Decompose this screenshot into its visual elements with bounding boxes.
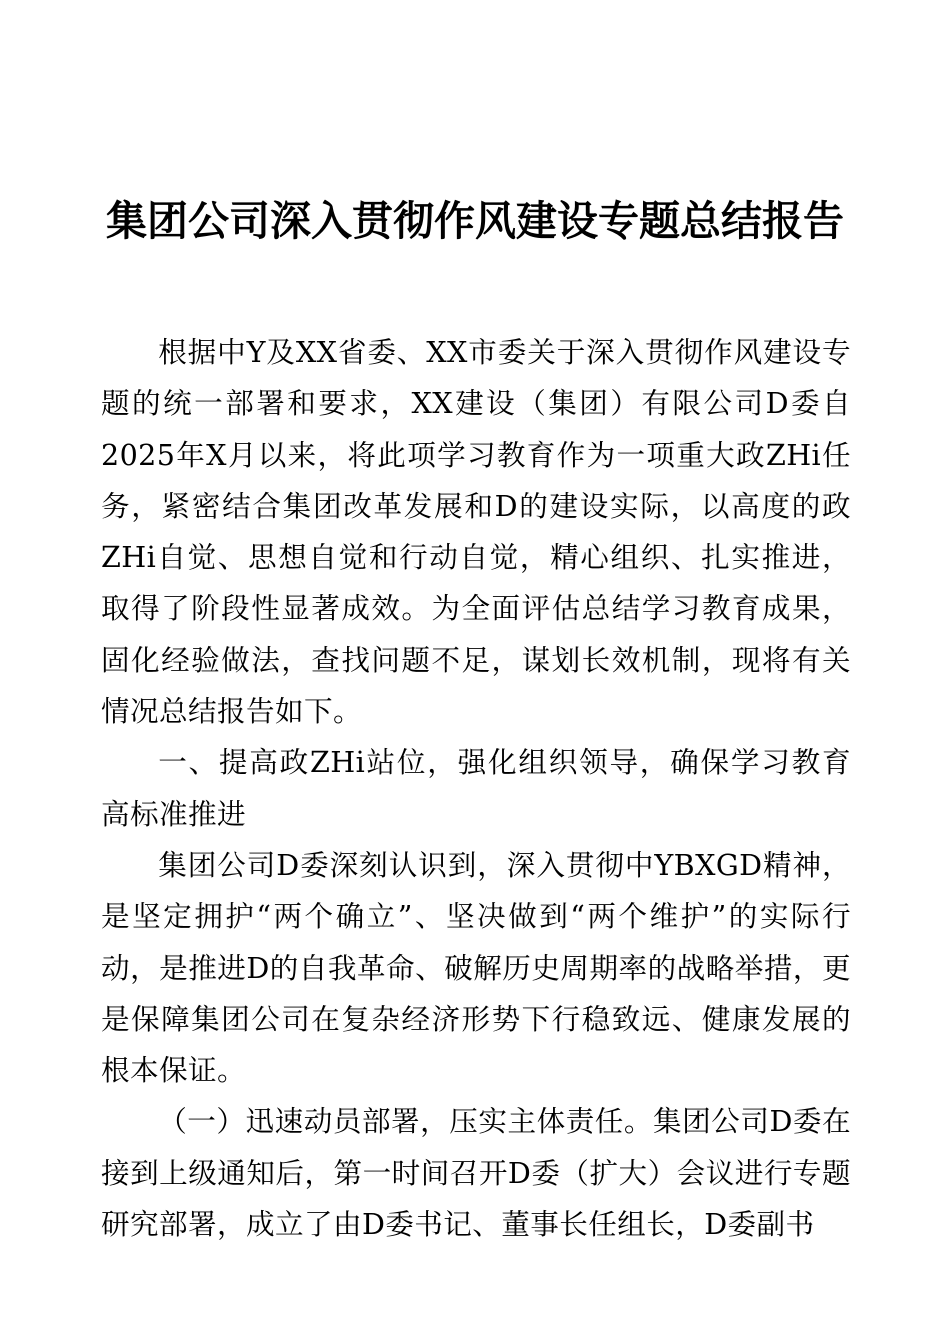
document-body (101, 327, 851, 1250)
section-heading-1: 一、提高政ZHi站位，强化组织领导，确保学习教育高标准推进 (101, 745, 851, 831)
paragraph-intro: 根据中Y及XX省委、XX市委关于深入贯彻作风建设专题的统一部署和要求，XX建设（集团）有限公司D委自2025年X月以来，将此项学习教育作为一项重大政ZHi任务，紧密结合集团改革发展和D的建设实际，以高度的政ZHi自觉、思想自觉和行动自觉，精心组织、扎实推进，取得了阶段性显著成效。为全面评估总结学习教育成果，固化经验做法，查找问题不足，谋划长效机制，现将有关情况总结报告如下。 (101, 335, 851, 729)
document-title: 集团公司深入贯彻作风建设专题总结报告 (106, 197, 844, 245)
paragraph-section-1: 集团公司D委深刻认识到，深入贯彻中YBXGD精神，是坚定拥护“两个确立”、坚决做到“两个维护”的实际行动，是推进D的自我革命、破解历史周期率的战略举措，更是保障集团公司在复杂经济形势下行稳致远、健康发展的根本保证。 (101, 847, 851, 1088)
paragraph-subsection-1: （一）迅速动员部署，压实主体责任。集团公司D委在接到上级通知后，第一时间召开D委（扩大）会议进行专题研究部署，成立了由D委书记、董事长任组长，D委副书 (101, 1104, 851, 1242)
